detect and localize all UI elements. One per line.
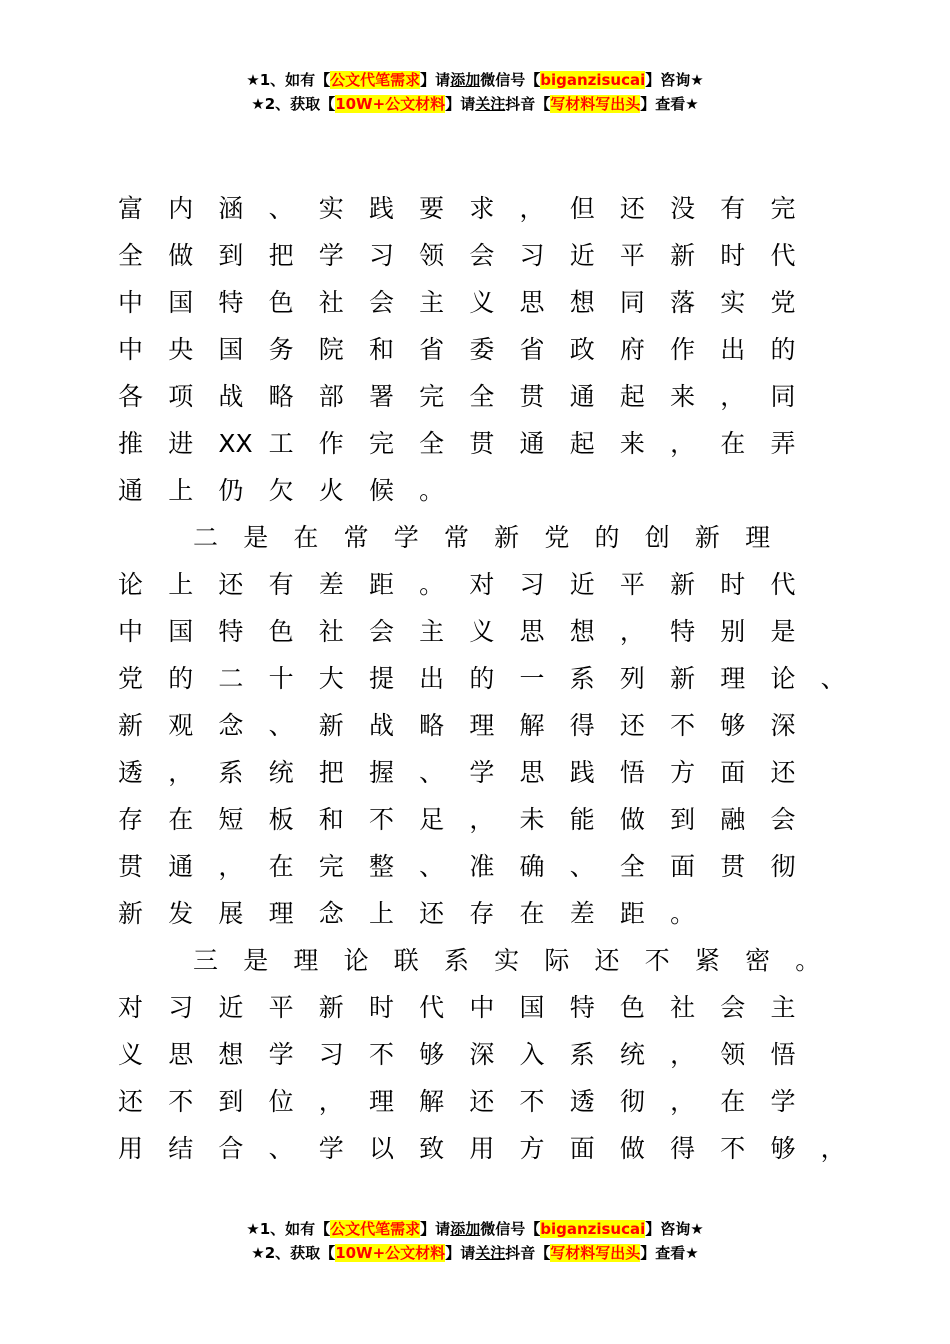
wechat-id: biganzisucai <box>540 1220 646 1238</box>
text-line: 中 国 特 色 社 会 主 义 思 想 ， 特 别 是 <box>118 617 796 646</box>
douyin-account: 写材料写出头 <box>550 95 641 113</box>
text-line: 各 项 战 略 部 署 完 全 贯 通 起 来 ， 同 <box>118 382 796 411</box>
text-line: 论 上 还 有 差 距 。 对 习 近 平 新 时 代 <box>118 570 796 599</box>
text-line: 推 进 XX 工 作 完 全 贯 通 起 来 ， 在 弄 <box>118 429 796 458</box>
highlight-service: 公文代笔需求 <box>330 71 421 89</box>
text-line: 还 不 到 位 ， 理 解 还 不 透 彻 ， 在 学 <box>118 1087 796 1116</box>
text-line: 中 央 国 务 院 和 省 委 省 政 府 作 出 的 <box>118 335 796 364</box>
text-line: 全 做 到 把 学 习 领 会 习 近 平 新 时 代 <box>118 241 796 270</box>
text-line: 新 观 念 、 新 战 略 理 解 得 还 不 够 深 <box>118 711 796 740</box>
text-line: 二 是 在 常 学 常 新 党 的 创 新 理 <box>193 523 771 552</box>
highlight-service: 公文代笔需求 <box>330 1220 421 1238</box>
wechat-id: biganzisucai <box>540 71 646 89</box>
footer-banner <box>0 1217 950 1265</box>
text-line: 富 内 涵 、 实 践 要 求 ， 但 还 没 有 完 <box>118 194 796 223</box>
header-banner <box>0 68 950 116</box>
footer-line-2: ★2、获取【10W+公文材料】请关注抖音【写材料写出头】查看★ <box>251 1244 699 1262</box>
text-line: 对 习 近 平 新 时 代 中 国 特 色 社 会 主 <box>118 993 796 1022</box>
highlight-materials: 10W+公文材料 <box>335 1244 446 1262</box>
text-line: 党 的 二 十 大 提 出 的 一 系 列 新 理 论 、 <box>118 664 846 693</box>
text-line: 中 国 特 色 社 会 主 义 思 想 同 落 实 党 <box>118 288 796 317</box>
document-body <box>118 185 871 1172</box>
text-line: 用 结 合 、 学 以 致 用 方 面 做 得 不 够 ， <box>118 1134 846 1163</box>
text-line: 三 是 理 论 联 系 实 际 还 不 紧 密 。 <box>193 946 821 975</box>
douyin-account: 写材料写出头 <box>550 1244 641 1262</box>
text-line: 通 上 仍 欠 火 候 。 <box>118 476 445 505</box>
text-line: 新 发 展 理 念 上 还 存 在 差 距 。 <box>118 899 696 928</box>
text-line: 义 思 想 学 习 不 够 深 入 系 统 ， 领 悟 <box>118 1040 796 1069</box>
highlight-materials: 10W+公文材料 <box>335 95 446 113</box>
header-line-2: ★2、获取【10W+公文材料】请关注抖音【写材料写出头】查看★ <box>251 95 699 113</box>
header-line-1: ★1、如有【公文代笔需求】请添加微信号【biganzisucai】咨询★ <box>246 71 704 89</box>
text-line: 存 在 短 板 和 不 足 ， 未 能 做 到 融 会 <box>118 805 796 834</box>
footer-line-1: ★1、如有【公文代笔需求】请添加微信号【biganzisucai】咨询★ <box>246 1220 704 1238</box>
text-line: 透 ， 系 统 把 握 、 学 思 践 悟 方 面 还 <box>118 758 796 787</box>
text-line: 贯 通 ， 在 完 整 、 准 确 、 全 面 贯 彻 <box>118 852 796 881</box>
